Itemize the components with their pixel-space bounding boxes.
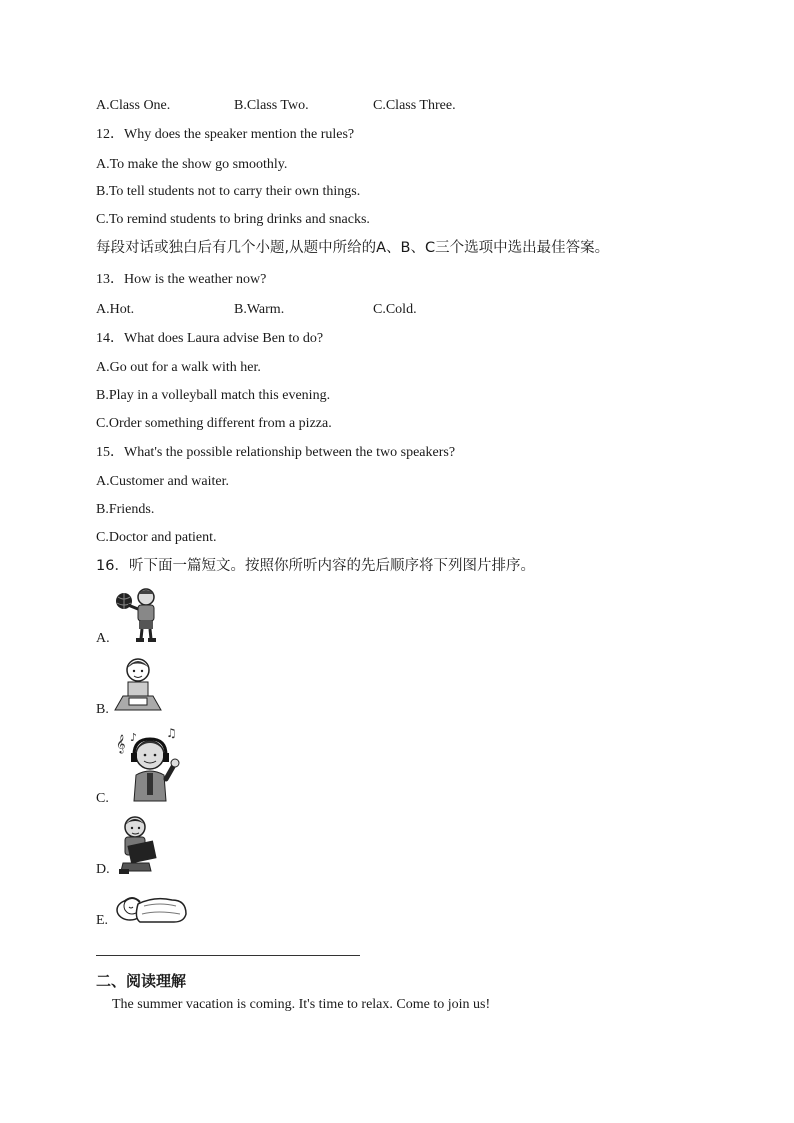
q16-label-e: E.	[96, 913, 109, 928]
section2-intro: The summer vacation is coming. It's time to relax. Come to join us!	[112, 997, 491, 1012]
q16-stem: 16．听下面一篇短文。按照你所听内容的先后顺序将下列图片排序。	[96, 558, 535, 574]
svg-text:♫: ♫	[166, 727, 177, 740]
q14-option-a: A.Go out for a walk with her.	[96, 360, 261, 375]
svg-text:♪: ♪	[130, 731, 138, 744]
q12-option-a: A.To make the show go smoothly.	[96, 157, 288, 172]
section2-heading: 二、阅读理解	[96, 972, 187, 990]
q14-option-c: C.Order something different from a pizza.	[96, 416, 332, 431]
boy-basketball-icon	[114, 585, 164, 643]
svg-text:𝄞: 𝄞	[116, 734, 126, 753]
q16-label-c: C.	[96, 791, 109, 806]
q16-label-b: B.	[96, 702, 109, 717]
q12-option-c: C.To remind students to bring drinks and snacks.	[96, 212, 370, 227]
q14-stem: 14．What does Laura advise Ben to do?	[96, 331, 324, 346]
q15-option-b: B.Friends.	[96, 502, 155, 517]
q11-option-b: B.Class Two.	[234, 98, 309, 113]
q15-stem: 15．What's the possible relationship between the two speakers?	[96, 445, 456, 460]
q15-option-a: A.Customer and waiter.	[96, 474, 229, 489]
q12-stem: 12．Why does the speaker mention the rules?	[96, 127, 355, 142]
q11-option-a: A.Class One.	[96, 98, 171, 113]
q16-label-a: A.	[96, 631, 110, 646]
boy-listening-music-icon	[114, 727, 184, 803]
q12-option-b: B.To tell students not to carry their own things.	[96, 184, 361, 199]
boy-sleeping-icon	[114, 888, 188, 928]
q13-option-a: A.Hot.	[96, 302, 135, 317]
q14-option-b: B.Play in a volleyball match this evening.	[96, 388, 331, 403]
q15-option-c: C.Doctor and patient.	[96, 530, 217, 545]
q13-stem: 13．How is the weather now?	[96, 272, 267, 287]
answer-line	[96, 955, 360, 956]
boy-sitting-book-icon	[115, 815, 159, 875]
q11-option-c: C.Class Three.	[373, 98, 456, 113]
q13-option-b: B.Warm.	[234, 302, 285, 317]
q16-label-d: D.	[96, 862, 110, 877]
section-instruction: 每段对话或独白后有几个小题,从题中所给的A、B、C三个选项中选出最佳答案。	[96, 240, 610, 256]
q13-option-c: C.Cold.	[373, 302, 417, 317]
boy-reading-icon	[113, 656, 163, 712]
